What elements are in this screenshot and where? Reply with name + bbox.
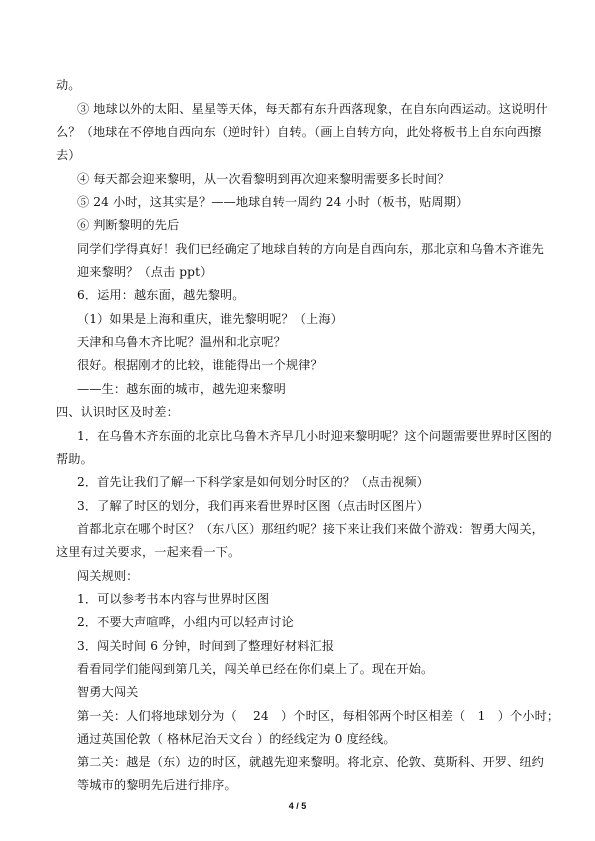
- text-line: ③ 地球以外的太阳、星星等天体，每天都有东升西落现象，在自东向西运动。这说明什: [77, 102, 548, 116]
- text-line: 同学们学得真好！我们已经确定了地球自转的方向是自西向东，那北京和乌鲁木齐谁先: [77, 242, 544, 256]
- text-line: 很好。根据刚才的比较，谁能得出一个规律？: [77, 358, 323, 372]
- section-heading: 四、认识时区及时差：: [56, 405, 179, 419]
- text-line: 3．了解了时区的划分，我们再来看世界时区图（点击时区图片）: [77, 499, 429, 513]
- text-line: 这里有过关要求，一起来看一下。: [56, 545, 241, 559]
- text-line: 1．在乌鲁木齐东面的北京比乌鲁木齐早几小时迎来黎明呢？这个问题需要世界时区图的: [77, 429, 552, 443]
- text-line: 智勇大闯关: [77, 685, 139, 699]
- text-line: 2．不要大声喧哗，小组内可以轻声讨论: [77, 615, 294, 629]
- text-line: 第一关：人们将地球划分为（ 24 ）个时区，每相邻两个时区相差（ 1 ）个小时；: [77, 709, 560, 723]
- text-line: 6．运用：越东面，越先黎明。: [77, 288, 245, 302]
- text-line: 第二关：越是（东）边的时区，就越先迎来黎明。将北京、伦敦、莫斯科、开罗、纽约: [77, 755, 544, 769]
- page-number: 4 / 5: [288, 801, 307, 811]
- text-line: 闯关规则：: [77, 569, 139, 583]
- text-line: ④ 每天都会迎来黎明，从一次看黎明到再次迎来黎明需要多长时间？: [77, 172, 450, 186]
- text-line: 首都北京在哪个时区？（东八区）那纽约呢？接下来让我们来做个游戏：智勇大闯关，: [77, 522, 544, 536]
- text-line: 等城市的黎明先后进行排序。: [77, 778, 237, 792]
- text-line: 天津和乌鲁木齐比呢？温州和北京呢？: [77, 335, 286, 349]
- text-line: 帮助。: [56, 452, 93, 466]
- text-line: 动。: [56, 78, 81, 92]
- text-line: 迎来黎明？（点击 ppt）: [77, 265, 213, 279]
- text-line: ⑤ 24 小时，这其实是？——地球自转一周约 24 小时（板书，贴周期）: [77, 195, 469, 209]
- text-line: 3．闯关时间 6 分钟，时间到了整理好材料汇报: [77, 639, 335, 653]
- text-line: 去）: [56, 148, 81, 162]
- text-line: ⑥ 判断黎明的先后: [77, 218, 180, 232]
- text-line: 看看同学们能闯到第几关，闯关单已经在你们桌上了。现在开始。: [77, 662, 434, 676]
- text-line: 2．首先让我们了解一下科学家是如何划分时区的？（点击视频）: [77, 475, 429, 489]
- text-line: 通过英国伦敦（ 格林尼治天文台 ）的经线定为 0 度经线。: [77, 732, 396, 746]
- text-line: ——生：越东面的城市，越先迎来黎明: [77, 382, 286, 396]
- text-line: 1．可以参考书本内容与世界时区图: [77, 592, 270, 606]
- text-line: （1）如果是上海和重庆，谁先黎明呢？（上海）: [77, 312, 343, 326]
- text-line: 么？（地球在不停地自西向东（逆时针）自转。（画上自转方向，此处将板书上自东向西擦: [56, 125, 542, 139]
